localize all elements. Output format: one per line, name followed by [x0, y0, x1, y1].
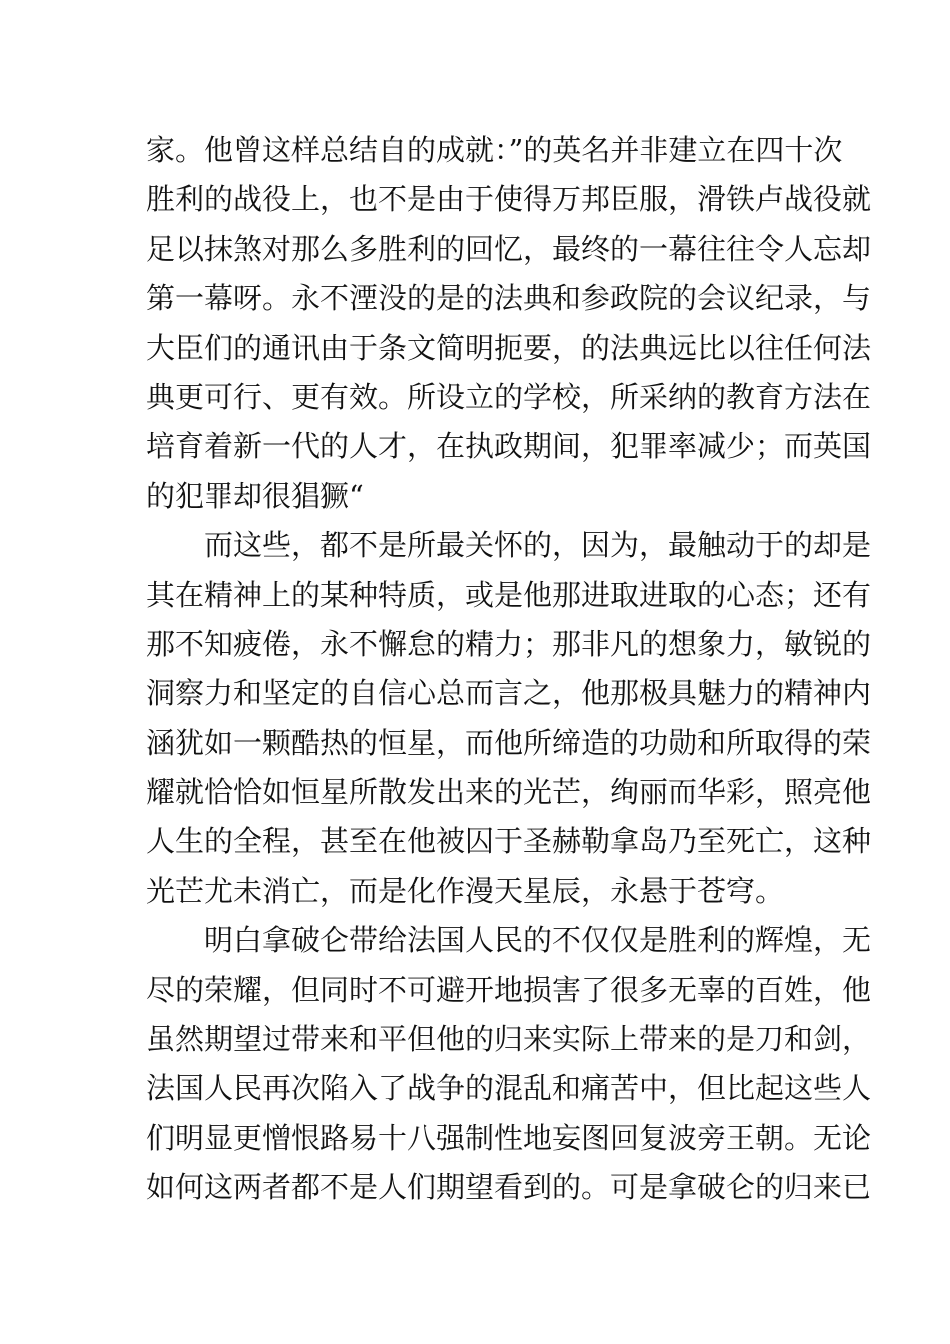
text-line-2: 胜利的战役上，也不是由于使得万邦臣服，滑铁卢战役就 [146, 182, 872, 217]
text-line-4: 第一幕呀。永不湮没的是的法典和参政院的会议纪录，与 [146, 281, 872, 316]
text-line-19: 虽然期望过带来和平但他的归来实际上带来的是刀和剑， [146, 1022, 872, 1057]
body-text [146, 128, 872, 1215]
text-line-7: 培育着新一代的人才，在执政期间，犯罪率减少；而英国 [146, 429, 872, 464]
text-line-21: 们明显更憎恨路易十八强制性地妄图回复波旁王朝。无论 [146, 1120, 872, 1155]
text-line-16: 光芒尤未消亡，而是化作漫天星辰，永悬于苍穹。 [146, 873, 785, 908]
text-line-17: 明白拿破仑带给法国人民的不仅仅是胜利的辉煌，无 [204, 923, 872, 958]
text-line-9: 而这些，都不是所最关怀的，因为，最触动于的却是 [204, 528, 872, 563]
paragraph-3 [146, 918, 872, 1209]
text-line-11: 那不知疲倦，永不懈怠的精力；那非凡的想象力，敏锐的 [146, 626, 872, 661]
text-line-12: 洞察力和坚定的自信心总而言之，他那极具魅力的精神内 [146, 676, 872, 711]
paragraph-2 [146, 523, 872, 913]
text-line-18: 尽的荣耀，但同时不可避开地损害了很多无辜的百姓，他 [146, 972, 872, 1007]
text-line-14: 耀就恰恰如恒星所散发出来的光芒，绚丽而华彩，照亮他 [146, 775, 872, 810]
text-line-3: 足以抹煞对那么多胜利的回忆，最终的一幕往往令人忘却 [146, 231, 872, 266]
text-line-8: 的犯罪却很猖獗“ [146, 478, 364, 513]
text-line-10: 其在精神上的某种特质，或是他那进取进取的心态；还有 [146, 577, 872, 612]
text-line-13: 涵犹如一颗酷热的恒星，而他所缔造的功勋和所取得的荣 [146, 725, 872, 760]
text-line-5: 大臣们的通讯由于条文简明扼要，的法典远比以往任何法 [146, 330, 872, 365]
text-line-20: 法国人民再次陷入了战争的混乱和痛苦中，但比起这些人 [146, 1071, 872, 1106]
text-line-22: 如何这两者都不是人们期望看到的。可是拿破仑的归来已 [146, 1170, 872, 1205]
text-line-15: 人生的全程，甚至在他被囚于圣赫勒拿岛乃至死亡，这种 [146, 824, 872, 859]
text-line-1: 家。他曾这样总结自的成就：”的英名并非建立在四十次 [146, 133, 843, 167]
text-line-6: 典更可行、更有效。所设立的学校，所采纳的教育方法在 [146, 379, 872, 414]
paragraph-1 [146, 128, 872, 518]
